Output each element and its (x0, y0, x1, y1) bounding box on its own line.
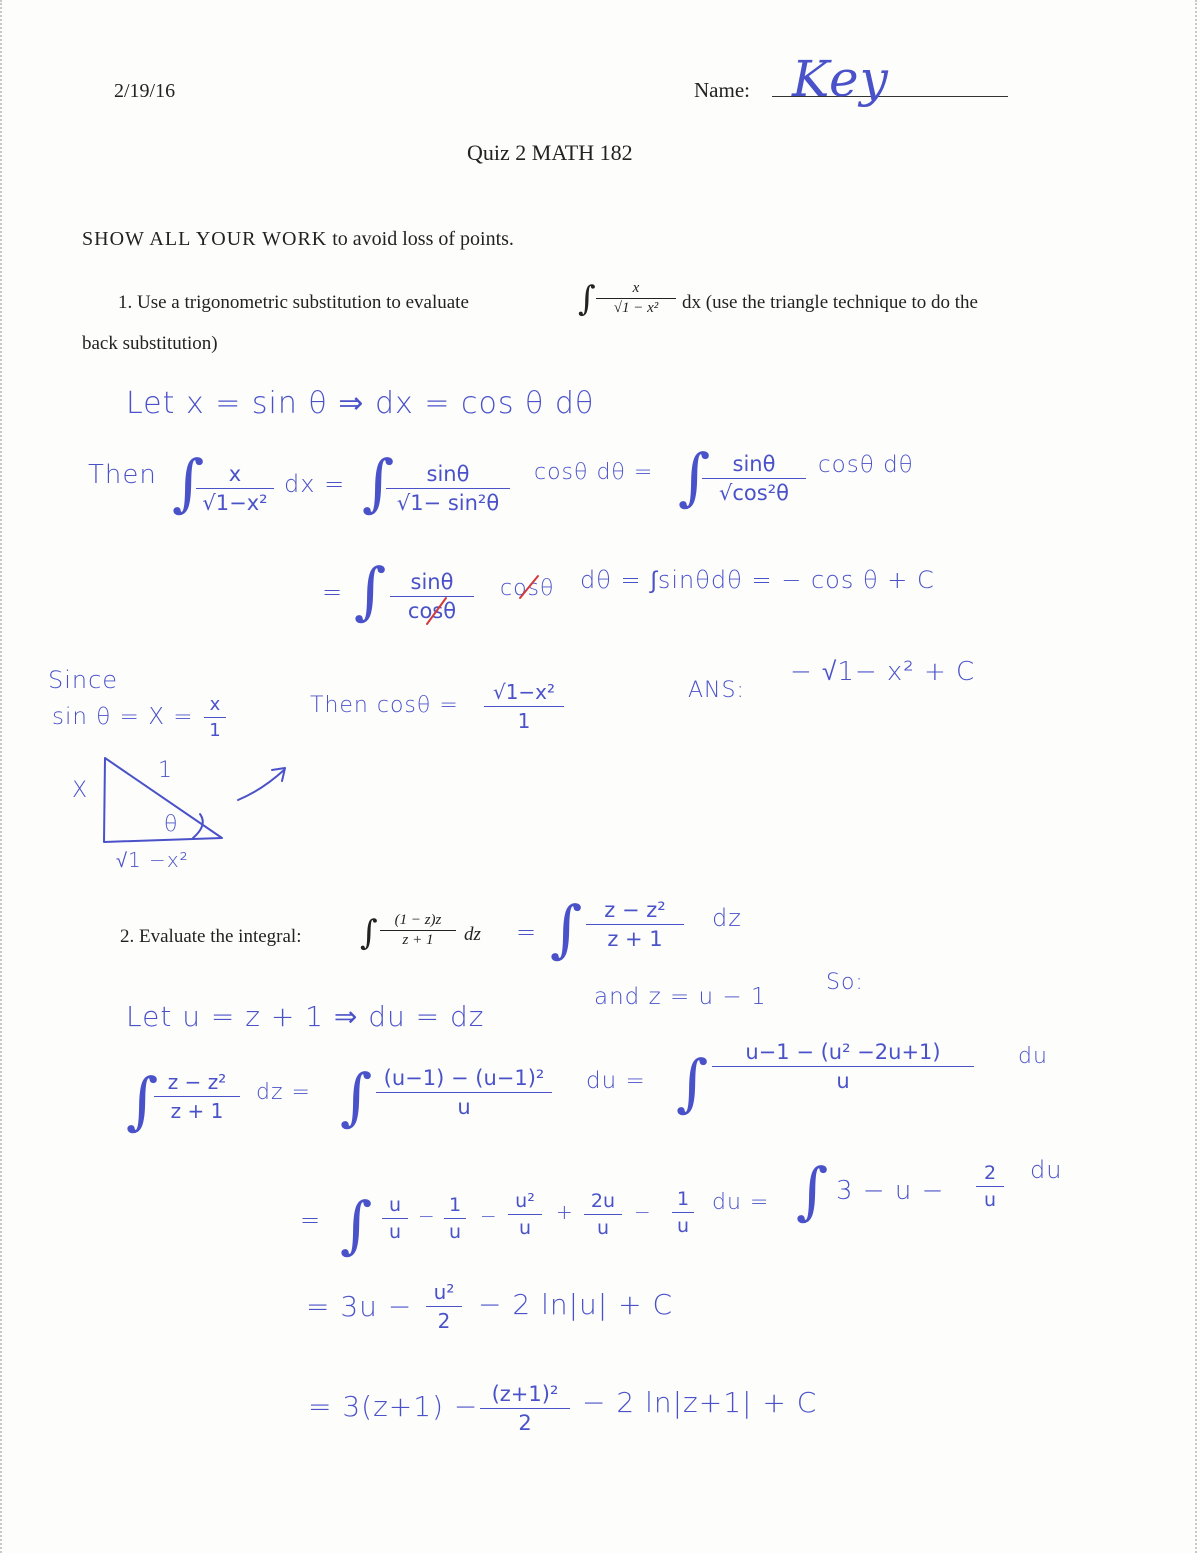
q2-h-dz: dz (712, 904, 742, 932)
q1-ans-value: − √1− x² + C (790, 657, 976, 687)
q2-line4-num: (z+1)² (491, 1382, 559, 1406)
q2-int-sign-a: ∫ (126, 1064, 159, 1137)
q1-eq-2: = (322, 578, 344, 606)
q2-t5-den: u (676, 1215, 690, 1237)
triangle-hypotenuse-label: 1 (158, 758, 173, 783)
q1-cos-dtheta-eq: cosθ dθ = (534, 460, 654, 485)
q2-c-num: u−1 − (u² −2u+1) (745, 1040, 941, 1064)
quiz-date: 2/19/16 (114, 80, 176, 102)
q1-int-sign-3: ∫ (678, 440, 711, 513)
q2-integral-sign: ∫ (360, 913, 378, 953)
q2-a-den: z + 1 (170, 1099, 224, 1123)
q2-t3-num: u² (515, 1190, 535, 1212)
q2-c-den: u (836, 1069, 850, 1093)
q2-e-du: du (1030, 1156, 1063, 1184)
q1-frac-3-num: sinθ (732, 452, 776, 476)
triangle-angle-label: θ (164, 812, 179, 837)
q2-line4-den: 2 (518, 1411, 532, 1435)
q1-prompt-cont: dx (use the triangle technique to do the (682, 292, 978, 313)
q1-frac-4-num: sinθ (410, 570, 454, 594)
q2-line4-a: = 3(z+1) − (308, 1390, 479, 1423)
instructions-rest: to avoid loss of points. (332, 228, 514, 250)
triangle-shape (104, 758, 222, 842)
q2-b-du: du = (586, 1068, 646, 1094)
instructions-bold: SHOW ALL YOUR WORK (82, 228, 328, 250)
q1-let-line: Let x = sin θ ⇒ dx = cos θ dθ (126, 386, 595, 421)
q1-dx-eq: dx = (284, 470, 346, 498)
q2-int-sign-h: ∫ (550, 892, 583, 965)
q1-ans-label: ANS: (688, 678, 745, 703)
q2-t3-den: u (518, 1217, 532, 1239)
q2-h-num: z − z² (604, 898, 666, 922)
q1-prompt-end: back substitution) (82, 333, 218, 354)
q1-frac-2-num: sinθ (426, 462, 470, 486)
q2-c-du: du (1018, 1044, 1048, 1069)
q1-cos-dtheta: cosθ dθ (818, 452, 914, 478)
q2-e-expr: 3 − u − (836, 1176, 945, 1206)
q1-int-sign-2: ∫ (362, 446, 395, 519)
q1-int-sign-1: ∫ (172, 446, 205, 519)
q2-minus-2: − (480, 1204, 498, 1228)
q2-b-num: (u−1) − (u−1)² (383, 1066, 545, 1090)
q1-cancel-cos: cosθ (500, 576, 555, 601)
q2-b-den: u (457, 1095, 471, 1119)
q2-line3-den: 2 (437, 1309, 451, 1333)
q1-cos-den: 1 (517, 709, 531, 733)
q1-frac-2-den: √1− sin²θ (396, 491, 500, 515)
q2-minus-1: − (418, 1204, 436, 1228)
q1-since: Since (48, 666, 119, 694)
q2-t2-den: u (448, 1221, 462, 1243)
q2-t2-num: 1 (448, 1194, 462, 1216)
q2-du-eq: du = (712, 1190, 770, 1215)
q2-so: So: (826, 970, 864, 995)
q1-int-sign-4: ∫ (354, 554, 387, 627)
q2-e-num: 2 (983, 1162, 997, 1184)
triangle-adjacent-label: √1 −x² (116, 848, 189, 872)
q1-prompt: 1. Use a trigonometric substitution to evaluate (118, 292, 469, 313)
name-label: Name: (694, 78, 750, 102)
name-value: Key (792, 50, 889, 108)
q1-step-tail: dθ = ∫sinθdθ = − cos θ + C (580, 566, 935, 594)
q1-since-den: 1 (209, 720, 221, 741)
q2-line3-b: − 2 ln|u| + C (478, 1288, 674, 1321)
q2-int-sign-e: ∫ (796, 1154, 829, 1227)
q1-then-cos: Then cosθ = (310, 693, 459, 718)
q2-int-sign-b: ∫ (340, 1060, 373, 1133)
q1-frac-1-num: x (228, 462, 242, 486)
q2-a-dz: dz = (256, 1080, 311, 1105)
q2-int-den: z + 1 (402, 932, 434, 948)
q1-since-num: x (209, 694, 221, 715)
triangle-opposite-label: X (72, 778, 89, 803)
q2-int-d: dz (464, 924, 481, 945)
q1-frac-4-den: cosθ (407, 599, 457, 623)
q2-minus-3: − (634, 1200, 652, 1224)
q2-line3-a: = 3u − (306, 1290, 413, 1323)
q1-frac-1-den: √1−x² (202, 491, 268, 515)
cancel-mark-den (427, 598, 446, 624)
q1-cos-num: √1−x² (492, 680, 556, 704)
q2-int-num: (1 − z)z (394, 912, 442, 928)
q2-h-den: z + 1 (607, 927, 663, 951)
triangle-angle-arc (193, 814, 203, 838)
q2-a-num: z − z² (167, 1070, 227, 1094)
q1-int-num: x (632, 280, 640, 296)
cancel-mark-num (520, 576, 538, 598)
q2-t1-den: u (388, 1221, 402, 1243)
q1-since-eq: sin θ = X = (52, 704, 194, 730)
q2-int-sign-c: ∫ (676, 1046, 709, 1119)
q2-line3-num: u² (433, 1280, 455, 1304)
q1-then: Then (88, 460, 157, 490)
q2-t5-num: 1 (676, 1188, 690, 1210)
q2-int-sign-d: ∫ (340, 1188, 373, 1261)
q2-t4-den: u (596, 1217, 610, 1239)
q2-eq: = (516, 918, 538, 946)
pointer-arrow (238, 770, 284, 800)
q2-line4-b: − 2 ln|z+1| + C (582, 1386, 818, 1419)
page-title: Quiz 2 MATH 182 (467, 140, 633, 165)
q2-plus: + (556, 1200, 574, 1224)
q1-frac-3-den: √cos²θ (719, 481, 789, 505)
q2-t1-num: u (388, 1194, 402, 1216)
q2-and-line: and z = u − 1 (594, 984, 767, 1010)
q2-let-line: Let u = z + 1 ⇒ du = dz (126, 1000, 485, 1033)
q2-prompt: 2. Evaluate the integral: (120, 926, 302, 947)
q2-e-den: u (983, 1189, 997, 1211)
q1-integral-sign: ∫ (578, 279, 596, 319)
q2-eq-b: = (300, 1206, 322, 1234)
q2-t4-num: 2u (590, 1190, 616, 1212)
q1-int-den: √1 − x² (613, 300, 659, 316)
